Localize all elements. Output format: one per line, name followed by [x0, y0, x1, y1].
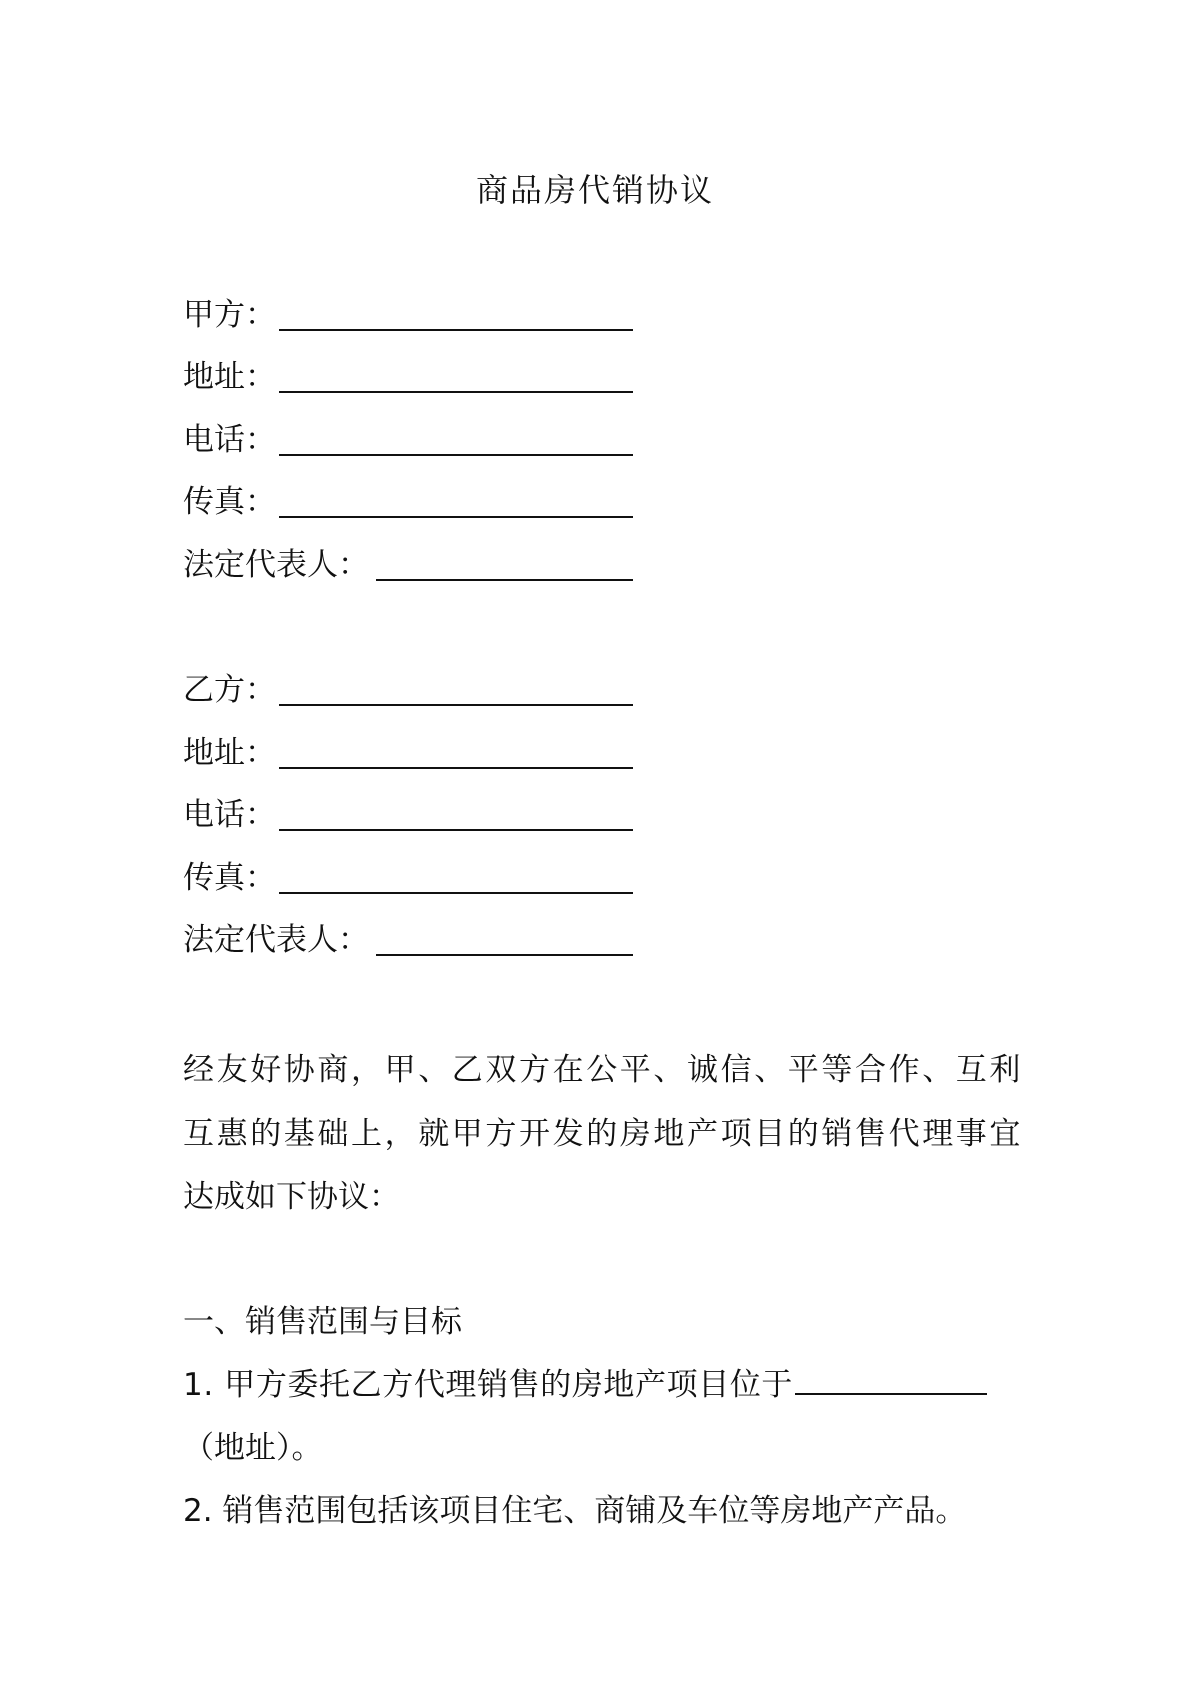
party-a-fax-field: [183, 482, 633, 522]
party-a-phone-field: [183, 420, 633, 460]
party-a-name-label: 甲方：: [183, 297, 276, 333]
party-b-address-blank: [279, 767, 633, 769]
section-1-heading: 一、销售范围与目标: [183, 1304, 462, 1340]
party-b-rep-blank: [376, 954, 633, 956]
party-a-name-blank: [279, 329, 633, 331]
party-b-phone-field: [183, 795, 633, 835]
party-a-name-field: [183, 295, 633, 335]
party-a-address-field: [183, 357, 633, 397]
party-b-phone-label: 电话：: [183, 797, 276, 833]
party-b-name-field: [183, 670, 633, 710]
intro-line-3: 达成如下协议：: [183, 1179, 400, 1215]
party-b-phone-blank: [279, 829, 633, 831]
party-a-rep-label: 法定代表人：: [183, 547, 369, 583]
party-b-address-field: [183, 733, 633, 773]
party-a-address-label: 地址：: [183, 359, 276, 395]
party-b-rep-field: [183, 920, 633, 960]
party-b-fax-field: [183, 858, 633, 898]
party-a-fax-label: 传真：: [183, 484, 276, 520]
document-title: 商品房代销协议: [475, 171, 714, 209]
section-1-item-1-suffix: （地址）。: [183, 1430, 323, 1466]
intro-line-2: 互惠的基础上，就甲方开发的房地产项目的销售代理事宜: [183, 1116, 1023, 1152]
party-a-phone-blank: [279, 454, 633, 456]
party-b-name-label: 乙方：: [183, 672, 276, 708]
party-b-fax-label: 传真：: [183, 860, 276, 896]
section-1-item-1: [183, 1365, 1023, 1405]
party-a-phone-label: 电话：: [183, 422, 276, 458]
section-1-item-1-text: 1. 甲方委托乙方代理销售的房地产项目位于: [183, 1367, 794, 1403]
party-a-rep-blank: [376, 579, 633, 581]
party-b-address-label: 地址：: [183, 735, 276, 771]
party-b-fax-blank: [279, 892, 633, 894]
intro-line-1: 经友好协商，甲、乙双方在公平、诚信、平等合作、互利: [183, 1052, 1023, 1088]
party-a-fax-blank: [279, 516, 633, 518]
party-b-name-blank: [279, 704, 633, 706]
party-b-rep-label: 法定代表人：: [183, 922, 369, 958]
section-1-item-2: 2. 销售范围包括该项目住宅、商铺及车位等房地产产品。: [183, 1493, 967, 1529]
section-1-item-1-blank: [795, 1393, 987, 1395]
party-a-rep-field: [183, 545, 633, 585]
party-a-address-blank: [279, 391, 633, 393]
